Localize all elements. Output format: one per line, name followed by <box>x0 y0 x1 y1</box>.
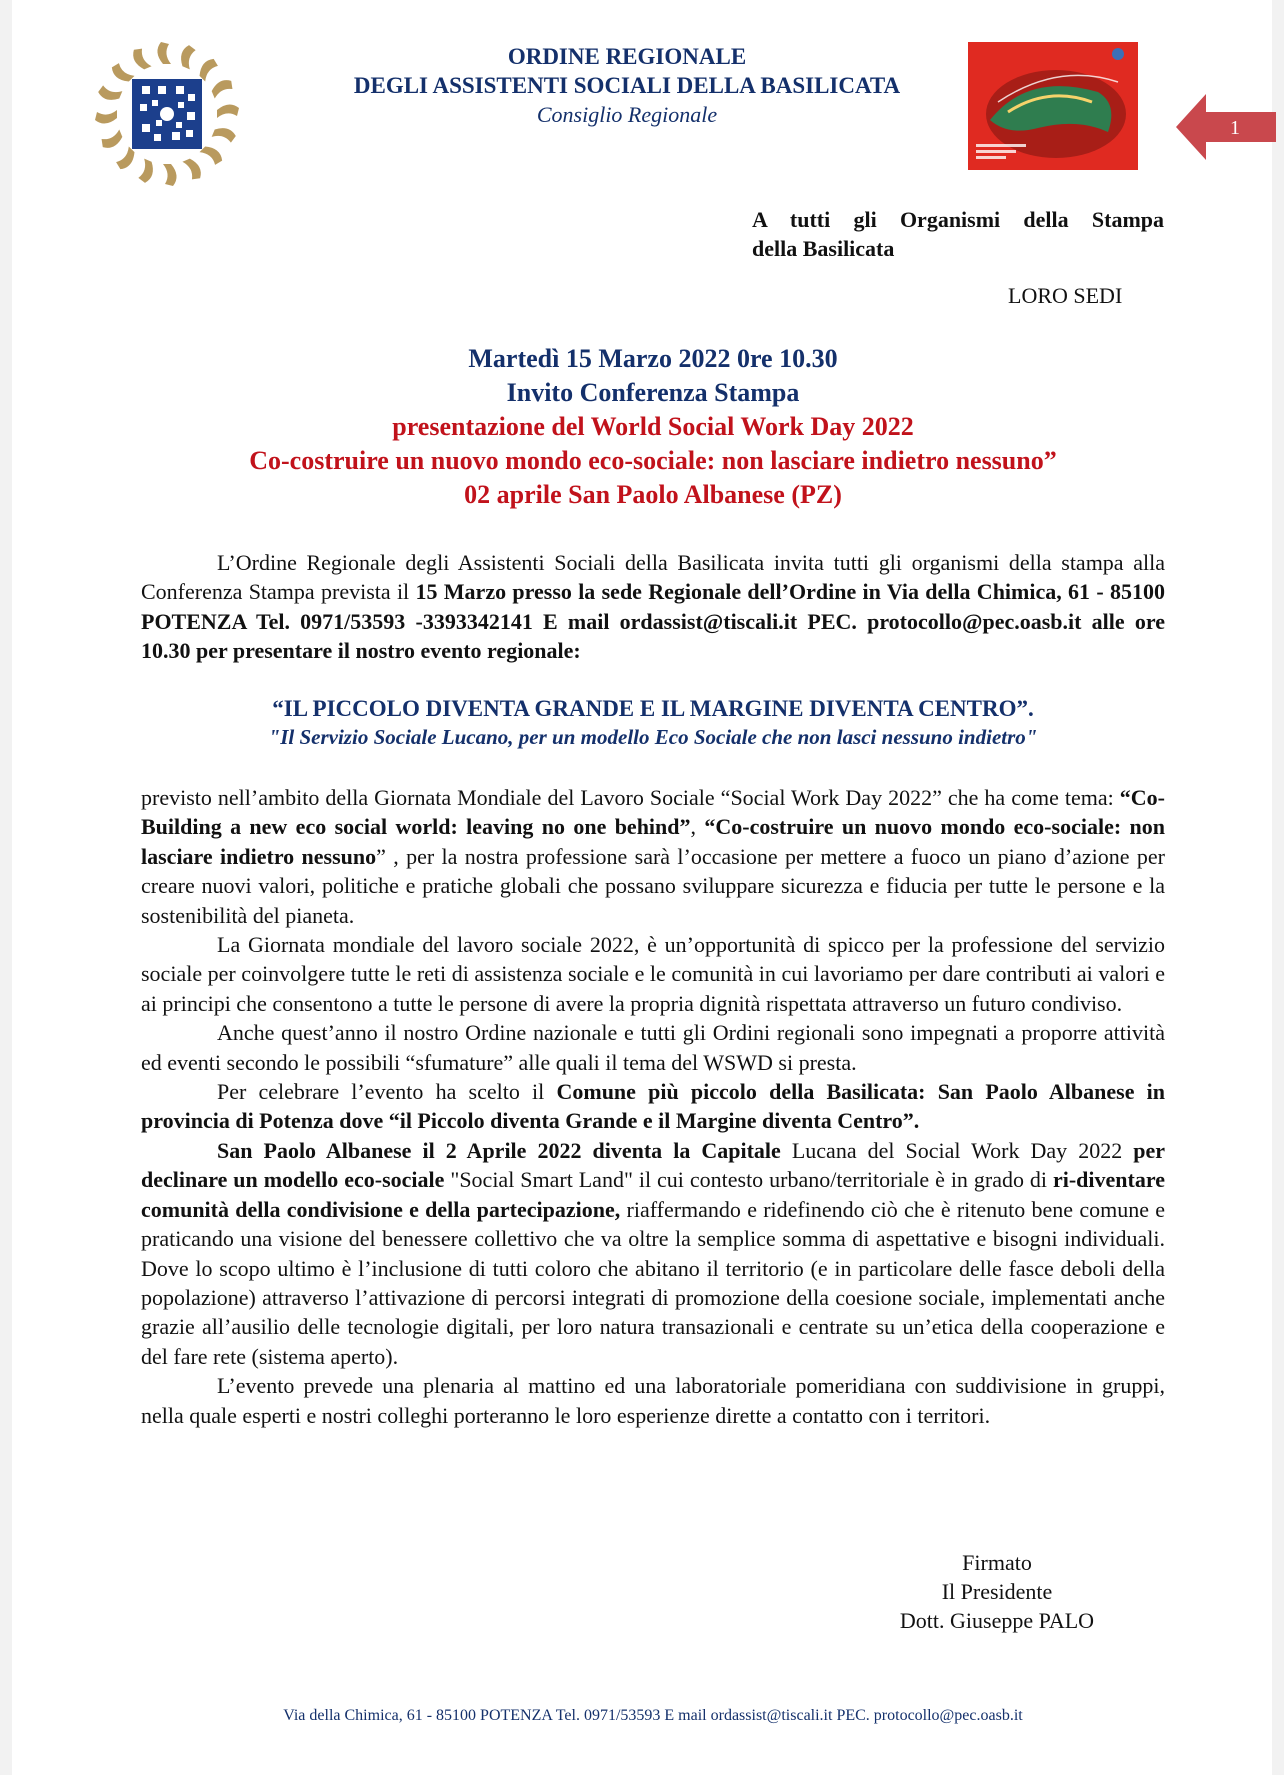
logo-ray <box>212 124 238 145</box>
p5-text-3: riaffermando e ridefinendo ciò che è ritenuto bene comune e praticando una visione del benessere collettivo che va oltre la semplice somma di aspettative e bisogni individuali. Dove lo scopo ultimo è l’inclusione di tutti coloro che abitano il territorio (e in particolare delle fasce deboli della popolazione) attraverso l’attivazione di percorsi integrati di promozione della coesione sociale, implementati anche grazie all’ausilio delle tecnologie digitali, per loro natura transazionali e centrate su un’etica della cooperazione e del fare rete (sistema aperto). <box>141 1196 1165 1369</box>
page-number-arrow-icon[interactable] <box>1176 94 1276 160</box>
logo-ray <box>196 56 221 81</box>
org-council: Consiglio Regionale <box>536 102 718 127</box>
body-paragraph-3: Anche quest’anno il nostro Ordine nazionale e tutti gli Ordini regionali sono impegnati a proporre attività ed eventi secondo le possibili “sfumature” alle quali il tema del WSWD si presta. <box>141 1020 1165 1075</box>
intro-paragraph <box>141 548 1165 666</box>
signature-name: Dott. Giuseppe PALO <box>899 1608 1095 1633</box>
body-paragraph-5 <box>141 1136 1165 1371</box>
p1-text-3: ” , per la nostra professione sarà l’occasione per mettere a fuoco un piano d’azione per creare nuovi valori, politiche e pratiche globali che possano sviluppare sicurezza e fiducia per tutte le persone e la sostenibilità del pianeta. <box>141 843 1165 928</box>
signature-role: Il Presidente <box>941 1579 1053 1604</box>
sun-spiral-logo-icon <box>92 34 242 194</box>
heading-place: 02 aprile San Paolo Albanese (PZ) <box>464 480 842 509</box>
body-paragraph-6: L’evento prevede una plenaria al mattino ed una laboratoriale pomeridiana con suddivisione in gruppi, nella quale esperti e nostri colleghi porteranno le loro esperienze dirette a contatto con i territori. <box>141 1373 1165 1428</box>
p5-text-2: "Social Smart Land" il cui contesto urbano/territoriale è in grado di <box>444 1167 1053 1193</box>
logo-ray <box>210 78 236 99</box>
signature-block <box>842 1548 1152 1635</box>
p4-text-1: Per celebrare l’evento ha scelto il <box>217 1079 557 1105</box>
logo-ray <box>177 44 198 70</box>
logo-ray <box>163 164 177 186</box>
logo-ray <box>109 60 134 85</box>
body-paragraph-2: La Giornata mondiale del lavoro sociale 2022, è un’opportunità di spicco per la professione del servizio sociale per coinvolgere tutte le reti di assistenza sociale e le comunità in cui lavoriamo per dare contributi ai valori e ai principi che consentono a tutte le persone di avere la propria dignità rispettata attraverso un futuro condiviso. <box>141 932 1165 1016</box>
world-social-work-day-poster-icon <box>968 42 1138 170</box>
p4-bold-1: Comune più piccolo della Basilicata: San Paolo Albanese in provincia di Potenza dove “il Piccolo diventa Grande e il Margine diventa Centro”. <box>141 1079 1165 1134</box>
logo-ray <box>157 42 171 64</box>
footer-contacts: Via della Chimica, 61 - 85100 POTENZA Tel. 0971/53593 E mail ordassist@tiscali.it PEC. protocollo@pec.oasb.it <box>283 1707 1023 1724</box>
heading-date: Martedì 15 Marzo 2022 0re 10.30 <box>468 344 838 373</box>
body-text <box>141 783 1165 1430</box>
body-paragraph-1 <box>141 783 1165 930</box>
recipient-line1: A tutti gli Organismi della Stampa <box>752 207 1164 232</box>
p5-bold-2: per declinare un modello eco-sociale <box>141 1137 1166 1193</box>
org-name-line1: ORDINE REGIONALE <box>507 44 747 69</box>
p1-bold-1: “Co- Building a new eco social world: leaving no one behind” <box>141 785 1165 840</box>
heading-presentation: presentazione del World Social Work Day 2022 <box>392 412 914 441</box>
recipient-block <box>752 205 1164 263</box>
logo-ray <box>113 147 138 172</box>
heading-invite: Invito Conferenza Stampa <box>506 378 800 407</box>
p1-text-2: , <box>690 814 705 840</box>
logo-ray <box>99 129 125 150</box>
event-title: “IL PICCOLO DIVENTA GRANDE E IL MARGINE DIVENTA CENTRO”. <box>272 696 1034 721</box>
intro-text: L’Ordine Regionale degli Assistenti Sociali della Basilicata invita tutti gli organismi della stampa alla Conferenza Stampa prevista il <box>141 550 1165 605</box>
logo-ray <box>217 104 239 118</box>
logo-ray <box>182 157 203 183</box>
logo-ray <box>97 83 123 104</box>
document-page <box>12 0 1272 1775</box>
p1-bold-2: “Co-costruire un nuovo mondo eco-sociale: non lasciare indietro nessuno <box>141 814 1165 869</box>
p1-text-1: previsto nell’ambito della Giornata Mondiale del Lavoro Sociale “Social Work Day 2022” che ha come tema: <box>141 785 1120 810</box>
org-name-line2: DEGLI ASSISTENTI SOCIALI DELLA BASILICATA <box>353 73 901 98</box>
logo-ray <box>200 143 225 168</box>
logo-ray <box>95 110 117 124</box>
signature-signed: Firmato <box>962 1550 1032 1575</box>
p5-bold-1: San Paolo Albanese il 2 Aprile 2022 diventa la Capitale <box>217 1137 781 1163</box>
logo-ray <box>136 159 157 185</box>
body-paragraph-4 <box>141 1077 1165 1136</box>
p5-bold-3: ri-diventare comunità della condivisione e della partecipazione, <box>141 1167 1165 1222</box>
page-number: 1 <box>1230 117 1240 139</box>
p5-text-1: Lucana del Social Work Day 2022 <box>780 1137 1134 1163</box>
event-subtitle: "Il Servizio Sociale Lucano, per un modello Eco Sociale che non lasci nessuno indietro" <box>268 725 1038 749</box>
event-title-block <box>142 694 1164 751</box>
recipient-sedi: LORO SEDI <box>1008 283 1123 308</box>
organization-header <box>302 42 952 130</box>
invitation-heading <box>142 342 1164 512</box>
recipient-line2: della Basilicata <box>752 236 895 261</box>
logo-ray <box>131 46 152 72</box>
intro-details: 15 Marzo presso la sede Regionale dell’Ordine in Via della Chimica, 61 - 85100 POTENZA Tel. 0971/53593 -3393342141 E mail ordassist@tiscali.it PEC. protocollo@pec.oasb.it alle ore 10.30 per presentare il nostro evento regionale: <box>141 579 1165 664</box>
heading-theme: Co-costruire un nuovo mondo eco-sociale: non lasciare indietro nessuno” <box>249 446 1057 475</box>
